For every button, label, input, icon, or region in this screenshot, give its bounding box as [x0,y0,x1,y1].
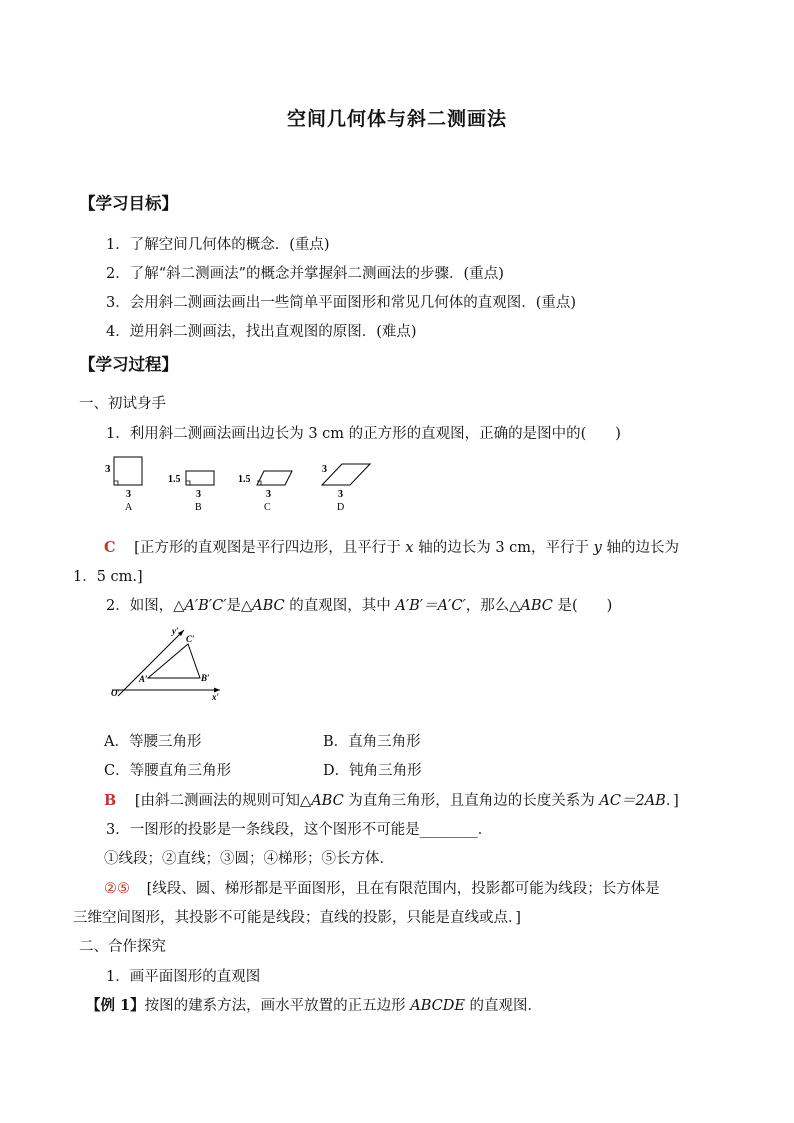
b-label: B′ [201,673,210,683]
goal-item: 1．了解空间几何体的概念．(重点) [106,237,330,253]
part1-heading: 一、初试身手 [79,396,166,412]
figure-d-parallelogram [322,464,370,485]
sub1-heading: 1．画平面图形的直观图 [106,969,261,985]
q1-explain-x: x [405,540,414,556]
q3-answer: ②⑤ [104,881,130,897]
q2-explanation [104,789,679,810]
q2-text-part: 2．如图，△ [106,598,185,614]
x-label: x′ [212,692,220,702]
section-process-heading: 【学习过程】 [79,355,178,374]
q2-explain-part: [由斜二测画法的规则可知△ [134,793,312,809]
figure-c-bottom-label: 3 [266,489,271,500]
q2-text [106,594,612,615]
q2-text-math: ABC [520,598,553,614]
figure-b-letter: B [195,502,202,513]
q1-explain-part: 轴的边长为 [601,540,679,556]
q1-explain-part: [正方形的直观图是平行四边形，且平行于 [134,540,406,556]
q2-explain-math: ABC [311,793,344,809]
figure-a-bottom-label: 3 [126,489,131,500]
q1-explain-y: y [593,540,602,556]
goal-item: 2．了解“斜二测画法”的概念并掌握斜二测画法的步骤．(重点) [106,266,504,282]
q2-text-part: 是( ) [552,598,613,614]
q3-choices: ①线段；②直线；③圆；④梯形；⑤长方体． [104,851,394,867]
q1-explanation-cont: 1．5 cm.] [73,569,143,585]
example-text: 按图的建系方法，画水平放置的正五边形 [144,998,411,1014]
figure-c-parallelogram [257,471,292,485]
q1-figures [100,452,390,516]
c-label: C′ [186,634,195,644]
q1-explanation [104,536,679,557]
q2-text-math: A′B′C′ [184,598,227,614]
q3-explain-part: [线段、圆、梯形都是平面图形，且在有限范围内，投影都可能为线段；长方体是 [146,881,660,897]
q3-explanation [104,877,660,898]
page-title: 空间几何体与斜二测画法 [286,108,507,130]
figure-a-right-angle [114,481,118,485]
q2-text-math: ABC [252,598,285,614]
q2-explain-part: 为直角三角形，且直角边的长度关系为 [343,793,600,809]
q2-option-a: A．等腰三角形 [104,734,202,750]
q1-text: 1．利用斜二测画法画出边长为 3 cm 的正方形的直观图，正确的是图中的( ) [106,426,621,442]
example-tag: 【例 1】 [86,997,145,1014]
goal-item: 3．会用斜二测画法画出一些简单平面图形和常见几何体的直观图．(重点) [106,295,577,311]
figure-d-side-label: 3 [322,464,327,475]
q3-text: 3．一图形的投影是一条线段，这个图形不可能是________． [106,822,493,838]
y-axis [118,630,184,696]
section-goals-heading: 【学习目标】 [79,194,178,213]
figure-a-side-label: 3 [105,463,111,475]
figure-b-bottom-label: 3 [196,489,201,500]
q1-explain-part: 轴的边长为 3 cm，平行于 [413,540,594,556]
figure-d-bottom-label: 3 [338,489,343,500]
q2-explain-math: AC＝2AB [599,793,666,809]
q2-text-part: ，那么△ [465,598,521,614]
q2-option-c: C．等腰直角三角形 [104,763,232,779]
q2-option-d: D．钝角三角形 [323,763,422,779]
a-label: A′ [139,674,148,684]
example-math: ABCDE [410,998,465,1014]
o-label: O′ [111,688,121,698]
q2-figure [104,620,234,706]
triangle-abc [148,644,200,678]
q2-answer: B [104,792,117,809]
figure-b-right-angle [186,481,190,485]
q2-text-part: 是△ [226,598,253,614]
figure-d-letter: D [337,502,345,513]
q3-explanation-cont: 三维空间图形，其投影不可能是线段；直线的投影，只能是直线或点．] [73,910,521,926]
y-label: y′ [172,626,179,636]
q2-explain-part: ．] [665,793,679,809]
figure-c-letter: C [264,502,271,513]
figure-b-side-label: 1.5 [168,474,181,485]
figure-c-side-label: 1.5 [238,474,251,485]
figure-a-letter: A [125,502,133,513]
q2-text-math: A′B′＝A′C′ [395,598,466,614]
q2-text-part: 的直观图，其中 [284,598,396,614]
example-text-end: 的直观图． [464,998,543,1014]
part2-heading: 二、合作探究 [79,939,166,955]
q2-option-b: B．直角三角形 [323,734,421,750]
goal-item: 4．逆用斜二测画法，找出直观图的原图．(难点) [106,324,417,340]
q1-answer: C [104,539,116,556]
example-1 [86,994,542,1015]
